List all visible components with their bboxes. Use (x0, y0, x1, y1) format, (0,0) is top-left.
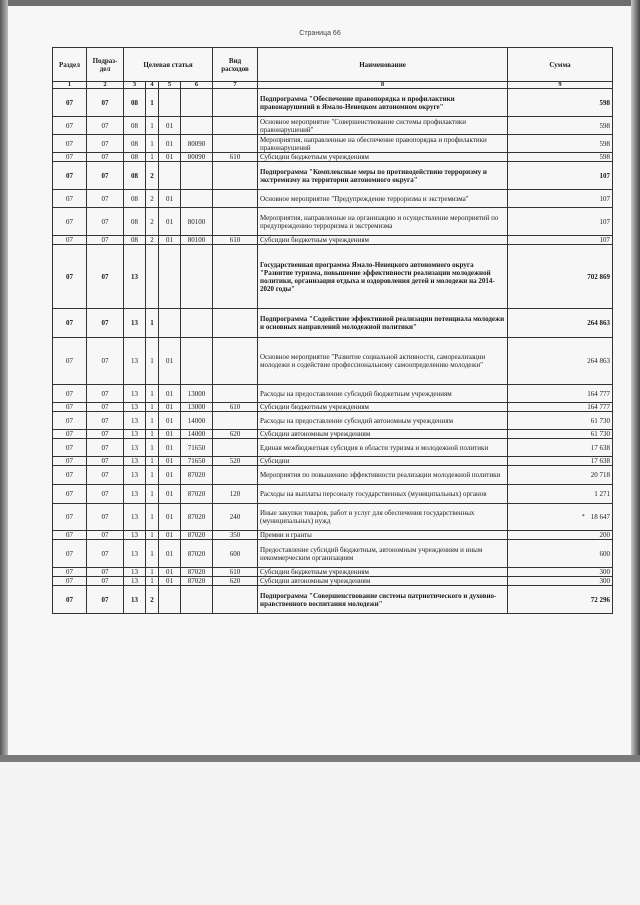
subprogram-code-cell: 2 (146, 586, 159, 614)
section-cell: 07 (53, 236, 87, 245)
activity-code-cell: 01 (159, 577, 181, 586)
subsection-cell: 07 (87, 485, 124, 504)
subprogram-code-cell: 1 (146, 466, 159, 485)
program-code-cell: 13 (124, 385, 146, 403)
subprogram-code-cell: 1 (146, 338, 159, 385)
table-row (53, 568, 613, 577)
subsection-cell: 07 (87, 412, 124, 430)
subsection-cell: 07 (87, 466, 124, 485)
subprogram-code-cell: 1 (146, 568, 159, 577)
activity-code-cell: 01 (159, 485, 181, 504)
amount-cell: 598 (508, 153, 613, 162)
subprogram-code-cell: 2 (146, 162, 159, 190)
subsection-cell: 07 (87, 236, 124, 245)
table-row (53, 153, 613, 162)
name-cell: Премии и гранты (258, 531, 508, 540)
amount-cell: 598 (508, 117, 613, 135)
table-row (53, 135, 613, 153)
section-cell: 07 (53, 586, 87, 614)
name-cell: Единая межбюджетная субсидия в области туризма и молодежной политики (258, 439, 508, 457)
direction-code-cell (181, 309, 213, 338)
program-code-cell: 13 (124, 309, 146, 338)
direction-code-cell: 87020 (181, 568, 213, 577)
expense-type-cell (213, 338, 258, 385)
name-cell: Иные закупки товаров, работ и услуг для обеспечения государственных (муниципальных) нужд (258, 504, 508, 531)
table-header (53, 48, 613, 89)
program-code-cell: 13 (124, 485, 146, 504)
table-row (53, 117, 613, 135)
subsection-cell: 07 (87, 245, 124, 309)
subprogram-code-cell: 1 (146, 385, 159, 403)
subprogram-code-cell: 1 (146, 309, 159, 338)
section-cell: 07 (53, 117, 87, 135)
direction-code-cell (181, 338, 213, 385)
program-code-cell: 13 (124, 439, 146, 457)
table-row (53, 466, 613, 485)
expense-type-cell: 120 (213, 485, 258, 504)
subsection-cell: 07 (87, 190, 124, 208)
expense-type-cell (213, 245, 258, 309)
amount-cell: 164 777 (508, 385, 613, 403)
amount-cell (508, 504, 613, 531)
direction-code-cell: 80100 (181, 236, 213, 245)
direction-code-cell: 80090 (181, 135, 213, 153)
amount-cell: 17 638 (508, 457, 613, 466)
expense-type-cell: 610 (213, 568, 258, 577)
expense-type-cell: 620 (213, 577, 258, 586)
subprogram-code-cell: 1 (146, 577, 159, 586)
section-cell: 07 (53, 485, 87, 504)
header-target-article: Целевая статья (124, 48, 213, 82)
section-cell: 07 (53, 135, 87, 153)
direction-code-cell (181, 245, 213, 309)
direction-code-cell: 87020 (181, 531, 213, 540)
subsection-cell: 07 (87, 504, 124, 531)
section-cell: 07 (53, 466, 87, 485)
name-cell: Подпрограмма "Совершенствование системы патриотического и духовно-нравственного воспитания молодежи" (258, 586, 508, 614)
section-cell: 07 (53, 577, 87, 586)
subprogram-code-cell: 1 (146, 89, 159, 117)
scan-edge-left (0, 0, 8, 762)
program-code-cell: 08 (124, 190, 146, 208)
expense-type-cell: 610 (213, 236, 258, 245)
amount-cell: 20 718 (508, 466, 613, 485)
subprogram-code-cell: 1 (146, 135, 159, 153)
expense-type-cell (213, 466, 258, 485)
direction-code-cell: 71650 (181, 439, 213, 457)
program-code-cell: 13 (124, 245, 146, 309)
section-cell: 07 (53, 457, 87, 466)
direction-code-cell (181, 586, 213, 614)
column-number: 6 (181, 82, 213, 89)
expense-type-cell (213, 385, 258, 403)
expense-type-cell: 240 (213, 504, 258, 531)
program-code-cell: 13 (124, 577, 146, 586)
table-row (53, 385, 613, 403)
table-row (53, 208, 613, 236)
column-number: 4 (146, 82, 159, 89)
amount-cell: 107 (508, 236, 613, 245)
subprogram-code-cell (146, 245, 159, 309)
activity-code-cell: 01 (159, 439, 181, 457)
header-subsection: Подраз-дел (87, 48, 124, 82)
table-row (53, 439, 613, 457)
activity-code-cell: 01 (159, 338, 181, 385)
table-row (53, 309, 613, 338)
subprogram-code-cell: 1 (146, 117, 159, 135)
amount-cell: 61 730 (508, 430, 613, 439)
expense-type-cell (213, 586, 258, 614)
table-row (53, 162, 613, 190)
subsection-cell: 07 (87, 439, 124, 457)
direction-code-cell (181, 89, 213, 117)
activity-code-cell: 01 (159, 412, 181, 430)
program-code-cell: 13 (124, 403, 146, 412)
subsection-cell: 07 (87, 89, 124, 117)
budget-table (52, 47, 613, 614)
name-cell: Расходы на предоставление субсидий автономным учреждениям (258, 412, 508, 430)
name-cell: Расходы на выплаты персоналу государственных (муниципальных) органов (258, 485, 508, 504)
subsection-cell: 07 (87, 338, 124, 385)
section-cell: 07 (53, 568, 87, 577)
scan-edge-bottom (0, 755, 640, 762)
program-code-cell: 13 (124, 531, 146, 540)
column-numbers-row (53, 82, 613, 89)
column-number: 9 (508, 82, 613, 89)
table-row (53, 245, 613, 309)
direction-code-cell (181, 162, 213, 190)
activity-code-cell (159, 162, 181, 190)
direction-code-cell: 87020 (181, 466, 213, 485)
name-cell: Мероприятия по повышению эффективности реализации молодежной политики (258, 466, 508, 485)
activity-code-cell: 01 (159, 153, 181, 162)
subsection-cell: 07 (87, 309, 124, 338)
direction-code-cell (181, 190, 213, 208)
program-code-cell: 08 (124, 208, 146, 236)
direction-code-cell: 13000 (181, 385, 213, 403)
expense-type-cell: 610 (213, 403, 258, 412)
amount-cell: 200 (508, 531, 613, 540)
amount-cell: 264 863 (508, 338, 613, 385)
amount-cell: 300 (508, 568, 613, 577)
subsection-cell: 07 (87, 586, 124, 614)
program-code-cell: 08 (124, 89, 146, 117)
subsection-cell: 07 (87, 385, 124, 403)
subsection-cell: 07 (87, 403, 124, 412)
name-cell: Мероприятия, направленные на обеспечение правопорядка и профилактики правонарушений (258, 135, 508, 153)
activity-code-cell: 01 (159, 457, 181, 466)
amount-cell: 598 (508, 135, 613, 153)
name-cell: Субсидии автономным учреждениям (258, 430, 508, 439)
table-row (53, 338, 613, 385)
section-cell: 07 (53, 338, 87, 385)
section-cell: 07 (53, 412, 87, 430)
activity-code-cell: 01 (159, 117, 181, 135)
name-cell: Государственная программа Ямало-Ненецкого автономного округа "Развитие туризма, повышение эффективности реализации молодежной политики, организация отдыха и оздоровления детей и молодежи на 2014-2020 годы" (258, 245, 508, 309)
subsection-cell: 07 (87, 568, 124, 577)
amount-cell: 61 730 (508, 412, 613, 430)
table-row (53, 504, 613, 531)
activity-code-cell (159, 586, 181, 614)
subprogram-code-cell: 2 (146, 190, 159, 208)
activity-code-cell: 01 (159, 531, 181, 540)
column-number: 2 (87, 82, 124, 89)
section-cell: 07 (53, 540, 87, 568)
activity-code-cell: 01 (159, 466, 181, 485)
section-cell: 07 (53, 208, 87, 236)
direction-code-cell: 14000 (181, 430, 213, 439)
expense-type-cell (213, 89, 258, 117)
subsection-cell: 07 (87, 430, 124, 439)
table-row (53, 412, 613, 430)
section-cell: 07 (53, 245, 87, 309)
direction-code-cell: 87020 (181, 485, 213, 504)
program-code-cell: 13 (124, 457, 146, 466)
scan-edge-top (0, 0, 640, 6)
direction-code-cell: 87020 (181, 540, 213, 568)
activity-code-cell (159, 245, 181, 309)
activity-code-cell: 01 (159, 208, 181, 236)
table-row (53, 430, 613, 439)
program-code-cell: 08 (124, 153, 146, 162)
program-code-cell: 13 (124, 540, 146, 568)
subprogram-code-cell: 1 (146, 403, 159, 412)
program-code-cell: 13 (124, 430, 146, 439)
column-number: 8 (258, 82, 508, 89)
program-code-cell: 13 (124, 504, 146, 531)
table-row (53, 403, 613, 412)
subprogram-code-cell: 1 (146, 485, 159, 504)
name-cell: Подпрограмма "Комплексные меры по противодействию терроризму и экстремизму на территории автономного округа" (258, 162, 508, 190)
subprogram-code-cell: 1 (146, 439, 159, 457)
subsection-cell: 07 (87, 577, 124, 586)
activity-code-cell: 01 (159, 190, 181, 208)
column-number: 5 (159, 82, 181, 89)
name-cell: Мероприятия, направленные на организацию и осуществление мероприятий по предупреждению терроризма и экстремизма (258, 208, 508, 236)
name-cell: Подпрограмма "Обеспечение правопорядка и профилактики правонарушений в Ямало-Ненецком автономном округе" (258, 89, 508, 117)
expense-type-cell: 620 (213, 430, 258, 439)
subprogram-code-cell: 1 (146, 540, 159, 568)
activity-code-cell: 01 (159, 430, 181, 439)
table-row (53, 586, 613, 614)
section-cell: 07 (53, 439, 87, 457)
name-cell: Субсидии бюджетным учреждениям (258, 403, 508, 412)
expense-type-cell (213, 309, 258, 338)
table-row (53, 236, 613, 245)
section-cell: 07 (53, 162, 87, 190)
subsection-cell: 07 (87, 208, 124, 236)
table-row (53, 190, 613, 208)
column-number: 1 (53, 82, 87, 89)
program-code-cell: 13 (124, 412, 146, 430)
amount-cell: 72 296 (508, 586, 613, 614)
direction-code-cell: 87020 (181, 577, 213, 586)
program-code-cell: 08 (124, 162, 146, 190)
program-code-cell: 08 (124, 117, 146, 135)
section-cell: 07 (53, 504, 87, 531)
direction-code-cell: 80100 (181, 208, 213, 236)
name-cell: Субсидии автономным учреждениям (258, 577, 508, 586)
activity-code-cell: 01 (159, 236, 181, 245)
header-amount: Сумма (508, 48, 613, 82)
section-cell: 07 (53, 531, 87, 540)
name-cell: Расходы на предоставление субсидий бюджетным учреждениям (258, 385, 508, 403)
section-cell: 07 (53, 309, 87, 338)
name-cell: Основное мероприятие "Развитие социальной активности, самореализации молодежи и содействие профессиональному самоопределению молодежи" (258, 338, 508, 385)
expense-type-cell (213, 439, 258, 457)
program-code-cell: 08 (124, 135, 146, 153)
table-body (53, 89, 613, 614)
amount-cell: 300 (508, 577, 613, 586)
activity-code-cell: 01 (159, 540, 181, 568)
activity-code-cell (159, 89, 181, 117)
direction-code-cell: 80090 (181, 153, 213, 162)
subprogram-code-cell: 2 (146, 208, 159, 236)
subsection-cell: 07 (87, 117, 124, 135)
direction-code-cell (181, 117, 213, 135)
subprogram-code-cell: 1 (146, 412, 159, 430)
program-code-cell: 13 (124, 586, 146, 614)
amount-cell: 107 (508, 190, 613, 208)
table-row (53, 540, 613, 568)
subsection-cell: 07 (87, 531, 124, 540)
program-code-cell: 13 (124, 466, 146, 485)
name-cell: Основное мероприятие "Предупреждение терроризма и экстремизма" (258, 190, 508, 208)
activity-code-cell (159, 309, 181, 338)
activity-code-cell: 01 (159, 504, 181, 531)
name-cell: Основное мероприятие "Совершенствование системы профилактики правонарушений" (258, 117, 508, 135)
header-section: Раздел (53, 48, 87, 82)
expense-type-cell (213, 208, 258, 236)
expense-type-cell: 520 (213, 457, 258, 466)
expense-type-cell (213, 190, 258, 208)
section-cell: 07 (53, 430, 87, 439)
expense-type-cell (213, 162, 258, 190)
subsection-cell: 07 (87, 153, 124, 162)
name-cell: Подпрограмма "Содействие эффективной реализации потенциала молодежи и основных направлений молодежной политики" (258, 309, 508, 338)
section-cell: 07 (53, 403, 87, 412)
section-cell: 07 (53, 89, 87, 117)
amount-cell: 702 869 (508, 245, 613, 309)
program-code-cell: 13 (124, 568, 146, 577)
amount-cell: 264 863 (508, 309, 613, 338)
amount-cell: 107 (508, 162, 613, 190)
amount-cell: 164 777 (508, 403, 613, 412)
amount-cell: 107 (508, 208, 613, 236)
name-cell: Субсидии бюджетным учреждениям (258, 236, 508, 245)
expense-type-cell (213, 117, 258, 135)
subsection-cell: 07 (87, 457, 124, 466)
expense-type-cell (213, 412, 258, 430)
name-cell: Субсидии бюджетным учреждениям (258, 153, 508, 162)
section-cell: 07 (53, 385, 87, 403)
table-row (53, 531, 613, 540)
direction-code-cell: 71650 (181, 457, 213, 466)
margin-mark: * (581, 514, 585, 520)
subprogram-code-cell: 1 (146, 504, 159, 531)
subsection-cell: 07 (87, 135, 124, 153)
activity-code-cell: 01 (159, 385, 181, 403)
column-number: 3 (124, 82, 146, 89)
activity-code-cell: 01 (159, 568, 181, 577)
direction-code-cell: 14000 (181, 412, 213, 430)
direction-code-cell: 13000 (181, 403, 213, 412)
table-row (53, 485, 613, 504)
name-cell: Субсидии (258, 457, 508, 466)
section-cell: 07 (53, 190, 87, 208)
amount-cell: 17 638 (508, 439, 613, 457)
amount-cell: 1 271 (508, 485, 613, 504)
table-row (53, 89, 613, 117)
page-header: Страница 66 (299, 30, 341, 37)
expense-type-cell (213, 135, 258, 153)
name-cell: Субсидии бюджетным учреждениям (258, 568, 508, 577)
table-row (53, 577, 613, 586)
direction-code-cell: 87020 (181, 504, 213, 531)
activity-code-cell: 01 (159, 135, 181, 153)
header-expense-type: Вид расходов (213, 48, 258, 82)
program-code-cell: 08 (124, 236, 146, 245)
scan-edge-right (631, 0, 640, 762)
amount-cell: 600 (508, 540, 613, 568)
name-cell: Предоставление субсидий бюджетным, автономным учреждениям и иным некоммерческим организациям (258, 540, 508, 568)
subprogram-code-cell: 1 (146, 430, 159, 439)
amount-cell: 598 (508, 89, 613, 117)
expense-type-cell: 610 (213, 153, 258, 162)
blank-area-below-page (0, 762, 640, 905)
subsection-cell: 07 (87, 162, 124, 190)
subprogram-code-cell: 2 (146, 236, 159, 245)
subprogram-code-cell: 1 (146, 531, 159, 540)
expense-type-cell: 600 (213, 540, 258, 568)
column-number: 7 (213, 82, 258, 89)
amount-value: 18 647 (590, 513, 611, 521)
program-code-cell: 13 (124, 338, 146, 385)
header-name: Наименование (258, 48, 508, 82)
expense-type-cell: 350 (213, 531, 258, 540)
subprogram-code-cell: 1 (146, 457, 159, 466)
subsection-cell: 07 (87, 540, 124, 568)
section-cell: 07 (53, 153, 87, 162)
subprogram-code-cell: 1 (146, 153, 159, 162)
activity-code-cell: 01 (159, 403, 181, 412)
table-row (53, 457, 613, 466)
